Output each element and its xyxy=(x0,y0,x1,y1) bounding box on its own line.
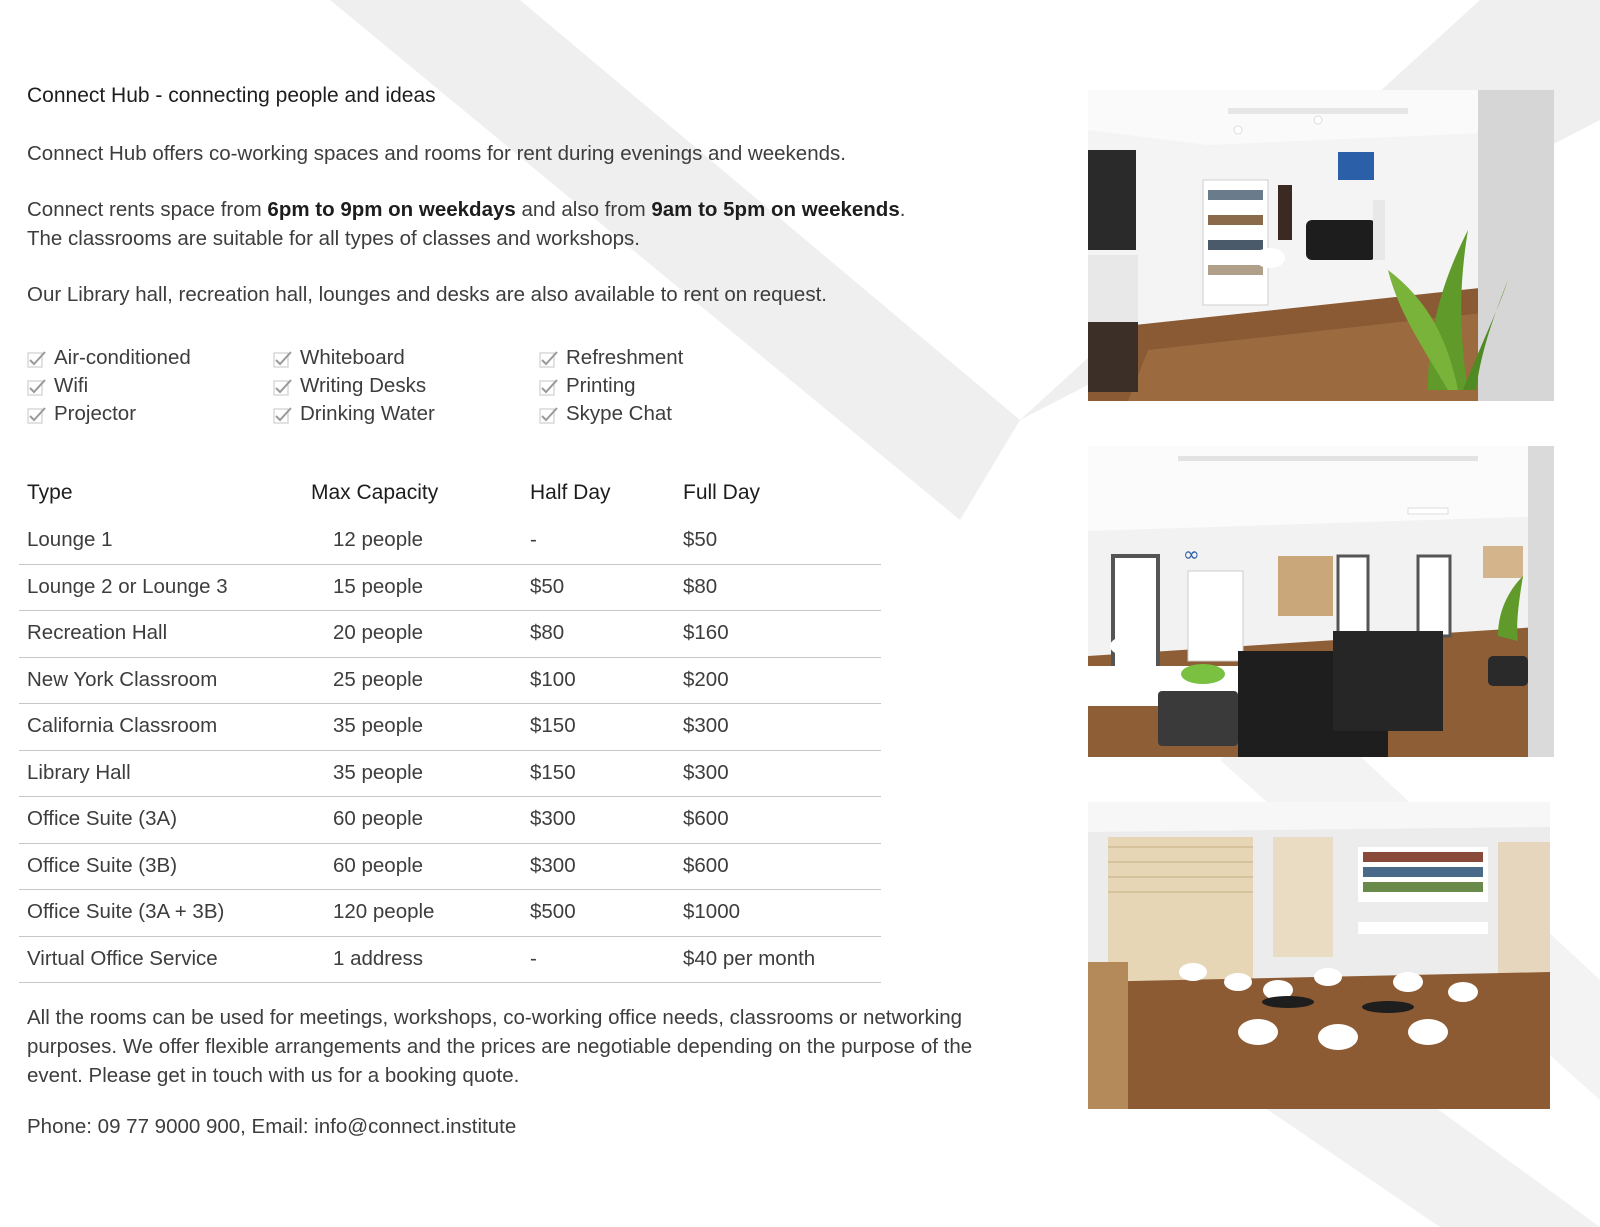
cell-capacity: 60 people xyxy=(333,853,424,877)
cell-full-day: $300 xyxy=(683,714,729,737)
cell-capacity: 15 people xyxy=(333,574,424,598)
amenity-item xyxy=(539,371,636,400)
table-row xyxy=(19,751,881,798)
table-row xyxy=(19,518,881,565)
cell-half-day: $80 xyxy=(530,621,565,644)
cell-half-day: - xyxy=(530,946,537,970)
checkmark-icon xyxy=(27,350,47,368)
cell-full-day: $80 xyxy=(683,574,718,598)
amenity-item xyxy=(273,399,435,428)
usage-line-2: purposes. We offer flexible arrangements and the prices are negotiable depending on the purpose of the xyxy=(27,1035,973,1058)
cell-capacity: 20 people xyxy=(333,621,424,644)
cell-full-day: $160 xyxy=(683,621,729,644)
cell-full-day: $600 xyxy=(683,853,729,877)
amenity-item xyxy=(539,399,672,428)
cell-type: Lounge 1 xyxy=(27,528,113,551)
weekday-hours: 6pm to 9pm on weekdays xyxy=(267,198,516,221)
table-row xyxy=(19,658,881,705)
cell-full-day: $200 xyxy=(683,667,729,691)
hours-paragraph xyxy=(27,195,905,253)
amenity-item xyxy=(27,371,88,400)
checkmark-icon xyxy=(539,350,559,368)
amenity-label: Writing Desks xyxy=(300,374,427,397)
amenity-label: Wifi xyxy=(54,374,89,397)
cell-type: Lounge 2 or Lounge 3 xyxy=(27,574,228,598)
checkmark-icon xyxy=(273,350,293,368)
page-title: Connect Hub - connecting people and ideas xyxy=(27,84,436,107)
cell-capacity: 35 people xyxy=(333,714,424,737)
cell-type: Office Suite (3A + 3B) xyxy=(27,900,225,923)
rooms-usage-paragraph xyxy=(27,1003,1027,1090)
table-row xyxy=(19,844,881,891)
amenity-item xyxy=(539,343,683,372)
checkmark-icon xyxy=(273,406,293,424)
header-capacity: Max Capacity xyxy=(311,481,439,504)
cell-half-day: $150 xyxy=(530,714,576,737)
checkmark-icon xyxy=(539,378,559,396)
hours-text-e: . xyxy=(899,198,906,221)
header-full-day: Full Day xyxy=(683,481,761,504)
cell-capacity: 12 people xyxy=(333,528,424,551)
table-row xyxy=(19,937,881,984)
cell-type: Office Suite (3B) xyxy=(27,853,178,877)
amenity-label: Drinking Water xyxy=(300,402,435,425)
cell-full-day: $600 xyxy=(683,807,729,830)
weekend-hours: 9am to 5pm on weekends xyxy=(651,198,900,221)
table-row xyxy=(19,797,881,844)
amenity-item xyxy=(273,343,405,372)
table-row xyxy=(19,565,881,612)
cell-type: Library Hall xyxy=(27,760,131,784)
intro-text: Connect Hub offers co-working spaces and rooms for rent during evenings and weekends. xyxy=(27,142,846,165)
cell-full-day: $50 xyxy=(683,528,718,551)
cell-half-day: $300 xyxy=(530,853,576,877)
header-half-day: Half Day xyxy=(530,481,611,504)
cell-type: California Classroom xyxy=(27,714,218,737)
svg-text:∞: ∞ xyxy=(1183,542,1200,566)
checkmark-icon xyxy=(27,378,47,396)
intro-paragraph xyxy=(27,139,846,168)
cell-full-day: $300 xyxy=(683,760,729,784)
amenity-label: Printing xyxy=(566,374,636,397)
usage-line-3: event. Please get in touch with us for a booking quote. xyxy=(27,1064,520,1087)
amenity-label: Whiteboard xyxy=(300,346,405,369)
rates-table xyxy=(19,473,881,983)
cell-half-day: $100 xyxy=(530,667,576,691)
table-header-row xyxy=(19,473,881,518)
cell-type: New York Classroom xyxy=(27,667,218,691)
cell-type: Virtual Office Service xyxy=(27,946,218,970)
table-row xyxy=(19,611,881,658)
amenity-label: Skype Chat xyxy=(566,402,672,425)
amenity-label: Refreshment xyxy=(566,346,684,369)
cell-full-day: $1000 xyxy=(683,900,741,923)
header-type: Type xyxy=(27,481,73,504)
usage-line-1: All the rooms can be used for meetings, workshops, co-working office needs, classrooms or networking xyxy=(27,1006,963,1029)
checkmark-icon xyxy=(27,406,47,424)
hall-photo xyxy=(1088,446,1554,757)
cell-half-day: $50 xyxy=(530,574,565,598)
table-row xyxy=(19,704,881,751)
amenity-label: Projector xyxy=(54,402,137,425)
checkmark-icon xyxy=(539,406,559,424)
cell-capacity: 25 people xyxy=(333,667,424,691)
table-row xyxy=(19,890,881,937)
amenity-label: Air-conditioned xyxy=(54,346,191,369)
cell-capacity: 1 address xyxy=(333,946,424,970)
cell-half-day: $300 xyxy=(530,807,576,830)
cell-capacity: 35 people xyxy=(333,760,424,784)
amenity-item xyxy=(273,371,426,400)
cell-capacity: 60 people xyxy=(333,807,424,830)
availability-text: Our Library hall, recreation hall, lounges and desks are also available to rent on request. xyxy=(27,283,827,306)
cell-full-day: $40 per month xyxy=(683,946,816,970)
cell-capacity: 120 people xyxy=(333,900,435,923)
cell-half-day: $150 xyxy=(530,760,576,784)
cell-half-day: - xyxy=(530,528,537,551)
cell-half-day: $500 xyxy=(530,900,576,923)
library-photo xyxy=(1088,802,1550,1109)
hours-text-c: and also from xyxy=(515,198,652,221)
amenity-item xyxy=(27,399,136,428)
checkmark-icon xyxy=(273,378,293,396)
availability-paragraph xyxy=(27,280,827,309)
hours-text-a: Connect rents space from xyxy=(27,198,268,221)
classrooms-text: The classrooms are suitable for all types of classes and workshops. xyxy=(27,227,640,250)
cell-type: Recreation Hall xyxy=(27,621,168,644)
amenity-item xyxy=(27,343,191,372)
amenities-list xyxy=(27,343,727,433)
lounge-photo xyxy=(1088,90,1554,401)
contact-info: Phone: 09 77 9000 900, Email: info@connect.institute xyxy=(27,1115,517,1138)
cell-type: Office Suite (3A) xyxy=(27,807,178,830)
